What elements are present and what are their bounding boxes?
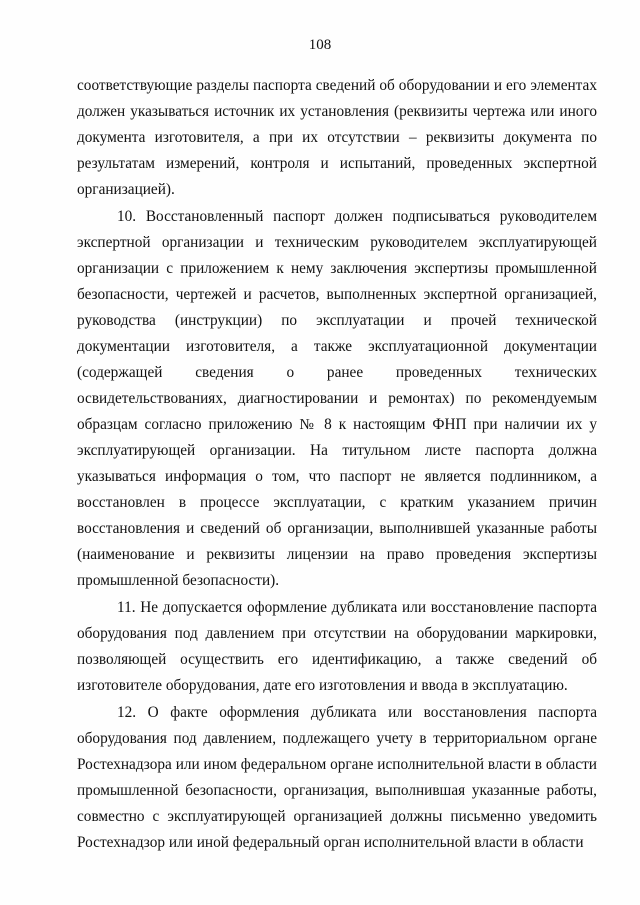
- paragraph-item-10: 10. Восстановленный паспорт должен подписываться руководителем экспертной организации и техническим руководителем эксплуатирующей организации с приложением к нему заключения экспертизы промышленной безопасности, чертежей и расчетов, выполненных экспертной организацией, руководства (инструкции) по эксплуатации и прочей технической документации изготовителя, а также эксплуатационной документации (содержащей сведения о ранее проведенных технических освидетельствованиях, диагностировании и ремонтах) по рекомендуемым образцам согласно приложению № 8 к настоящим ФНП при наличии их у эксплуатирующей организации. На титульном листе паспорта должна указываться информация о том, что паспорт не является подлинником, а восстановлен в процессе эксплуатации, с кратким указанием причин восстановления и сведений об организации, выполнившей указанные работы (наименование и реквизиты лицензии на право проведения экспертизы промышленной безопасности).: [77, 208, 597, 589]
- paragraph-continuation: соответствующие разделы паспорта сведений об оборудовании и его элементах должен указываться источник их установления (реквизиты чертежа или иного документа изготовителя, а при их отсутствии – реквизиты документа по результатам измерений, контроля и испытаний, проведенных экспертной организацией).: [77, 77, 597, 198]
- paragraph-item-11: 11. Не допускается оформление дубликата или восстановление паспорта оборудования под давлением при отсутствии на оборудовании маркировки, позволяющей осуществить его идентификацию, а также сведений об изготовителе оборудования, дате его изготовления и ввода в эксплуатацию.: [77, 599, 597, 694]
- page-number: 108: [308, 37, 332, 53]
- paragraph-item-12: 12. О факте оформления дубликата или восстановления паспорта оборудования под давлением, подлежащего учету в территориальном органе Ростехнадзора или ином федеральном органе исполнительной власти в области промышленной безопасности, организация, выполнившая указанные работы, совместно с эксплуатирующей организацией должны письменно уведомить Ростехнадзор или иной федеральный орган исполнительной власти в области: [77, 704, 597, 851]
- document-body: [77, 73, 597, 857]
